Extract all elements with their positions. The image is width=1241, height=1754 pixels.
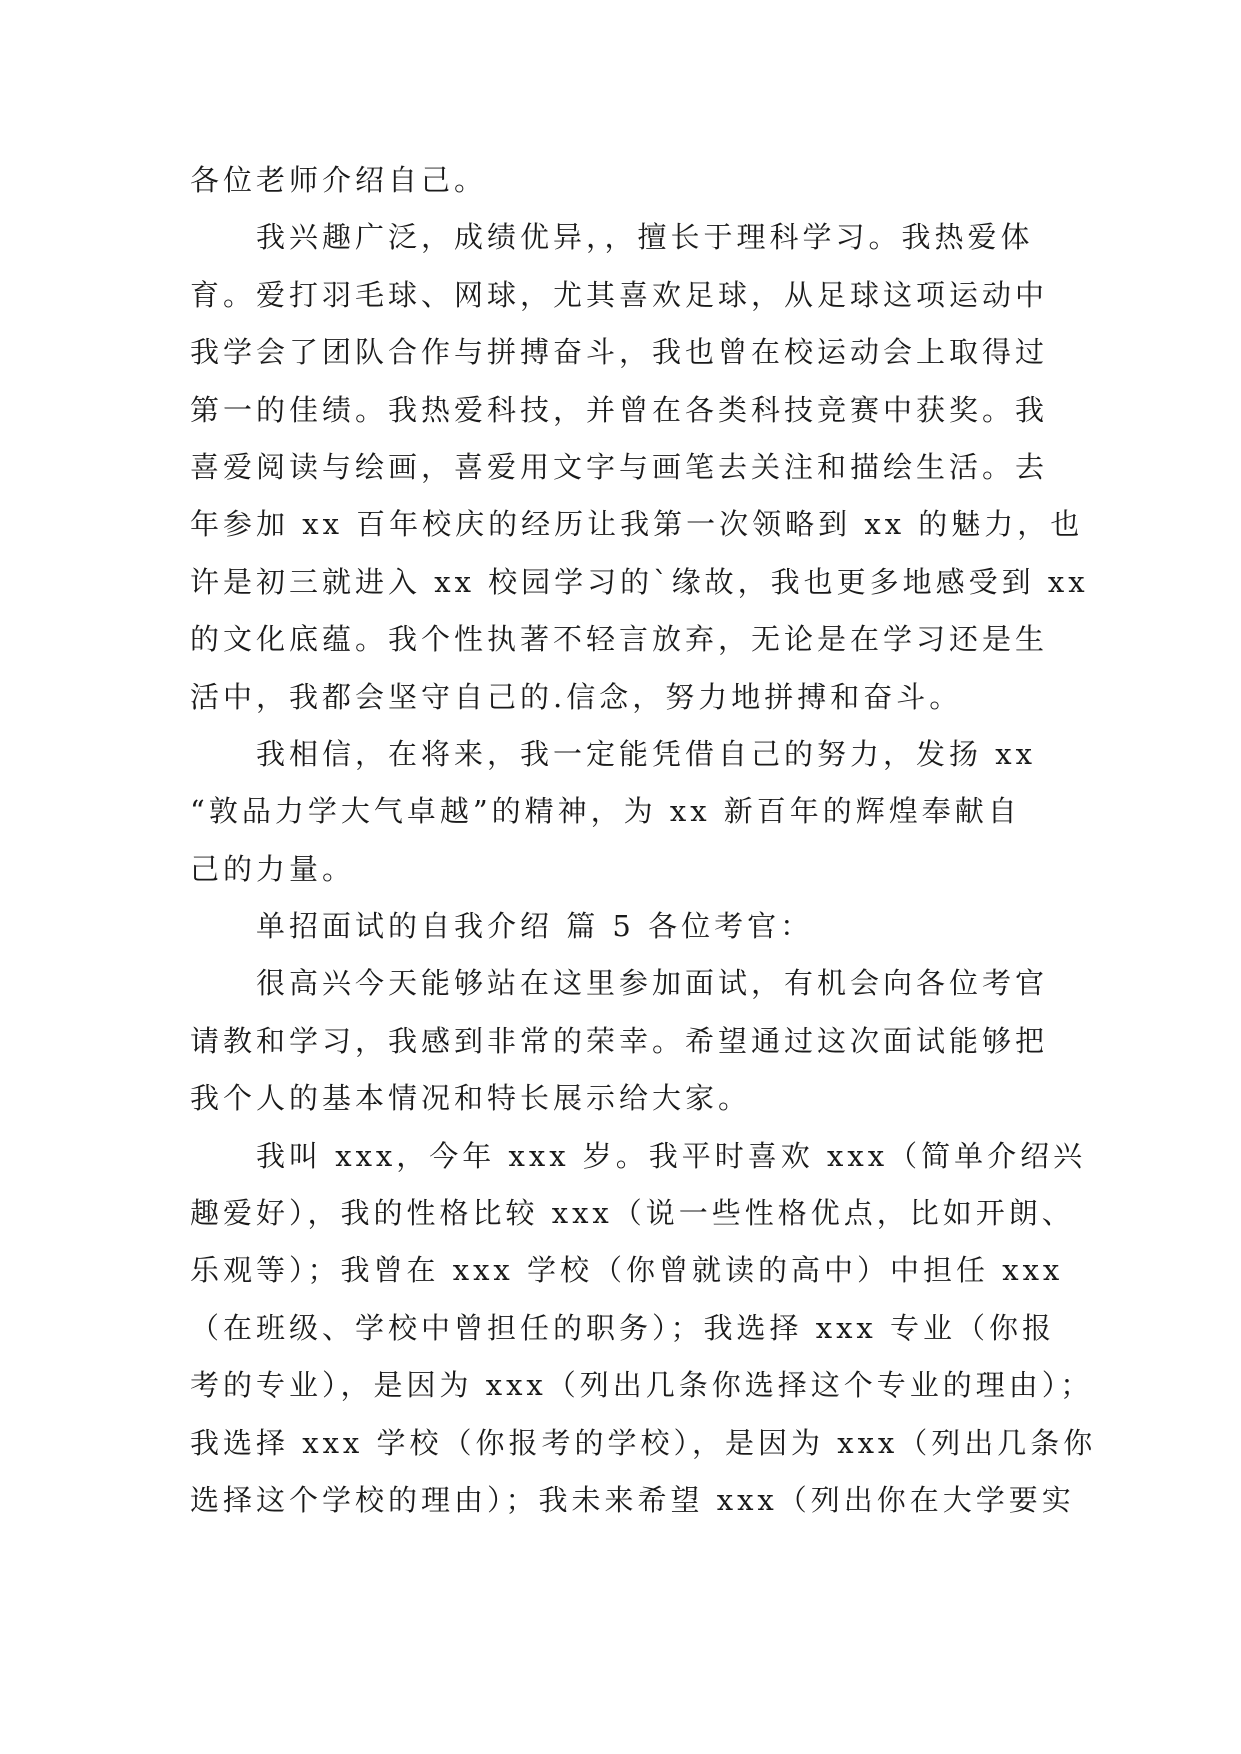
text-line: 许是初三就进入 xx 校园学习的`缘故，我也更多地感受到 xx	[190, 564, 1089, 599]
text-line: 第一的佳绩。我热爱科技，并曾在各类科技竞赛中获奖。我	[190, 392, 1049, 427]
text-line: 的文化底蕴。我个性执著不轻言放弃，无论是在学习还是生	[190, 622, 1049, 657]
text-line: 活中，我都会坚守自己的.信念，努力地拼搏和奋斗。	[190, 679, 963, 714]
text-line: 育。爱打羽毛球、网球，尤其喜欢足球，从足球这项运动中	[190, 277, 1049, 312]
text-line: （在班级、学校中曾担任的职务）；我选择 xxx 专业（你报	[190, 1310, 1056, 1345]
text-line: 我个人的基本情况和特长展示给大家。	[190, 1081, 752, 1116]
text-line: 喜爱阅读与绘画，喜爱用文字与画笔去关注和描绘生活。去	[190, 449, 1049, 484]
text-line: 我选择 xxx 学校（你报考的学校），是因为 xxx（列出几条你	[190, 1425, 1097, 1460]
paragraph-start-line: 我兴趣广泛，成绩优异，，擅长于理科学习。我热爱体	[256, 220, 1034, 255]
text-line: 乐观等）；我曾在 xxx 学校（你曾就读的高中）中担任 xxx	[190, 1253, 1064, 1288]
section-heading-line: 单招面试的自我介绍 篇 5 各位考官：	[256, 909, 814, 944]
text-line: 各位老师介绍自己。	[190, 163, 488, 197]
text-line: 年参加 xx 百年校庆的经历让我第一次领略到 xx 的魅力，也	[190, 507, 1084, 542]
text-line: 趣爱好），我的性格比较 xxx（说一些性格优点，比如开朗、	[190, 1196, 1075, 1231]
text-line: “敦品力学大气卓越”的精神，为 xx 新百年的辉煌奉献自	[190, 794, 1021, 829]
paragraph-start-line: 我相信，在将来，我一定能凭借自己的努力，发扬 xx	[256, 736, 1036, 771]
text-line: 考的专业），是因为 xxx（列出几条你选择这个专业的理由）；	[190, 1368, 1094, 1403]
text-line: 请教和学习，我感到非常的荣幸。希望通过这次面试能够把	[190, 1023, 1049, 1058]
text-line: 我学会了团队合作与拼搏奋斗，我也曾在校运动会上取得过	[190, 335, 1049, 370]
paragraph-start-line: 我叫 xxx，今年 xxx 岁。我平时喜欢 xxx（简单介绍兴	[256, 1138, 1087, 1173]
text-line: 选择这个学校的理由）；我未来希望 xxx（列出你在大学要实	[190, 1482, 1075, 1517]
paragraph-start-line: 很高兴今天能够站在这里参加面试，有机会向各位考官	[256, 966, 1049, 1001]
document-body	[190, 152, 1097, 1529]
text-line: 己的力量。	[190, 851, 356, 886]
